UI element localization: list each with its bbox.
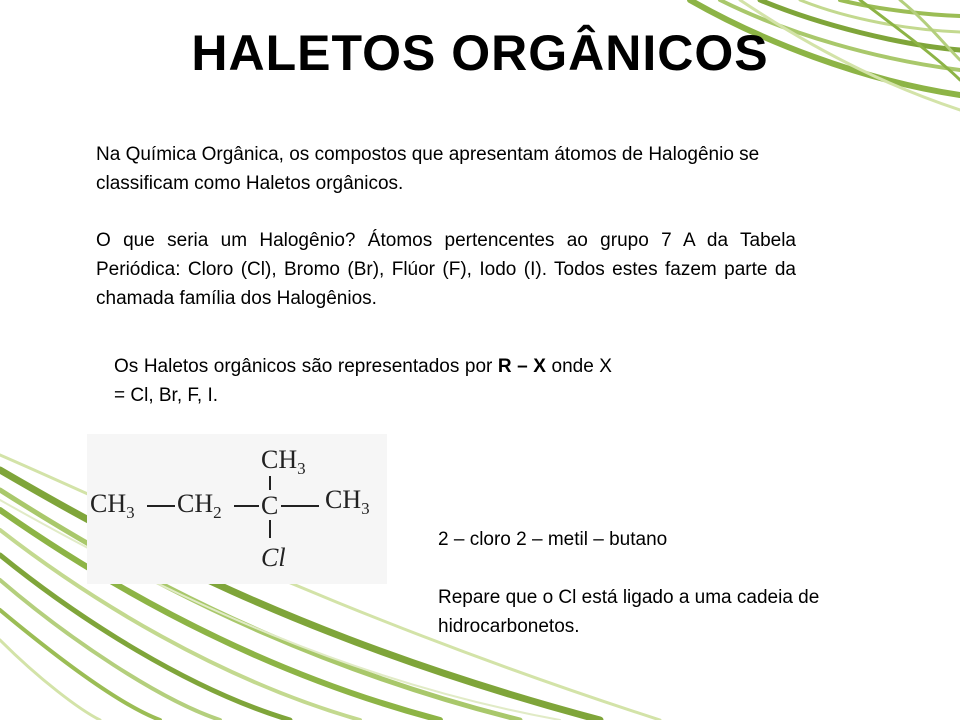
representation-text-after: onde X = Cl, Br, F, I. — [114, 356, 612, 406]
note-paragraph: Repare que o Cl está ligado a uma cadeia de hidrocarbonetos. — [438, 587, 820, 637]
page-title: HALETOS ORGÂNICOS — [191, 25, 769, 81]
compound-name: 2 – cloro 2 – metil – butano — [438, 529, 668, 550]
chain-methylene: $CH_2$ — [177, 489, 222, 522]
representation-text-before: Os Haletos orgânicos são representados por — [114, 356, 498, 377]
chain-methyl-left: $CH_3$ — [90, 489, 135, 522]
central-carbon: C — [261, 491, 279, 520]
intro-paragraph: Na Química Orgânica, os compostos que apresentam átomos de Halogênio se classificam como Haletos orgânicos. — [96, 144, 760, 194]
representation-paragraph — [114, 352, 612, 410]
structural-formula-image — [87, 434, 387, 584]
representation-formula: R – X — [497, 356, 546, 377]
top-methyl-group: $CH_3$ — [261, 445, 306, 478]
chain-methyl-right: $CH_3$ — [325, 485, 370, 518]
structural-formula-diagram — [87, 434, 387, 584]
chlorine-substituent: Cl — [261, 543, 286, 572]
halogen-definition-paragraph: O que seria um Halogênio? Átomos pertencentes ao grupo 7 A da Tabela Periódica: Cloro (Cl), Bromo (Br), Flúor (F), Iodo (I). Todos estes fazem parte da chamada família dos Halogênios. — [96, 230, 796, 309]
